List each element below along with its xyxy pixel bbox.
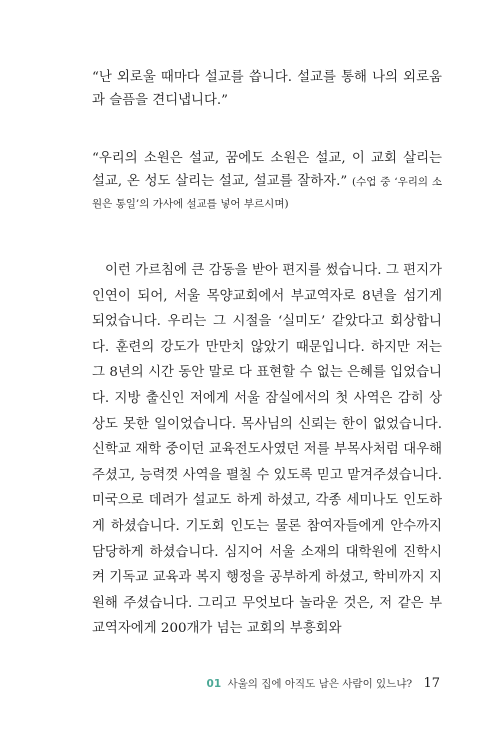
body-paragraph bbox=[92, 258, 442, 642]
quote-block bbox=[92, 67, 442, 112]
quote-note: (수업 중 ‘우리의 소원은 통일’의 가사에 설교를 넣어 부르시며) bbox=[92, 175, 442, 210]
body-text: 이런 가르침에 큰 감동을 받아 편지를 썼습니다. 그 편지가 인연이 되어, 서울 목양교회에서 부교역자로 8년을 섬기게 되었습니다. 우리는 그 시절을 ‘실미도’ 같았다고 회상합니다. 훈련의 강도가 만만치 않았기 때문입니다. 하지만 저는 그 8년의 시간 동안 말로 다 표현할 수 없는 은혜를 입었습니다. 지방 출신인 저에게 서울 잠실에서의 첫 사역은 감히 상상도 못한 일이었습니다. 목사님의 신뢰는 한이 없었습니다. 신학교 재학 중이던 교육전도사였던 저를 부목사처럼 대우해 주셨고, 능력껏 사역을 펼칠 수 있도록 믿고 맡겨주셨습니다. 미국으로 데려가 설교도 하게 하셨고, 각종 세미나도 인도하게 하셨습니다. 기도회 인도는 물론 참여자들에게 안수까지 담당하게 하셨습니다. 심지어 서울 소재의 대학원에 진학시켜 기독교 교육과 복지 행정을 공부하게 하셨고, 학비까지 지원해 주셨습니다. 그리고 무엇보다 놀라운 것은, 저 같은 부교역자에게 200개가 넘는 교회의 부흥회와 bbox=[92, 263, 442, 637]
chapter-title: 사울의 집에 아직도 남은 사람이 있느냐? bbox=[227, 678, 413, 690]
quote-text: “난 외로울 때마다 설교를 씁니다. 설교를 통해 나의 외로움과 슬픔을 견디냅니다.” bbox=[92, 70, 442, 108]
page-number: 17 bbox=[423, 676, 440, 691]
quote-block bbox=[92, 148, 442, 216]
chapter-number: 01 bbox=[206, 678, 222, 690]
page-footer bbox=[207, 676, 440, 691]
quote-text: “우리의 소원은 설교, 꿈에도 소원은 설교, 이 교회 살리는 설교, 온 성도 살리는 설교, 설교를 잘하자.” bbox=[92, 151, 442, 189]
